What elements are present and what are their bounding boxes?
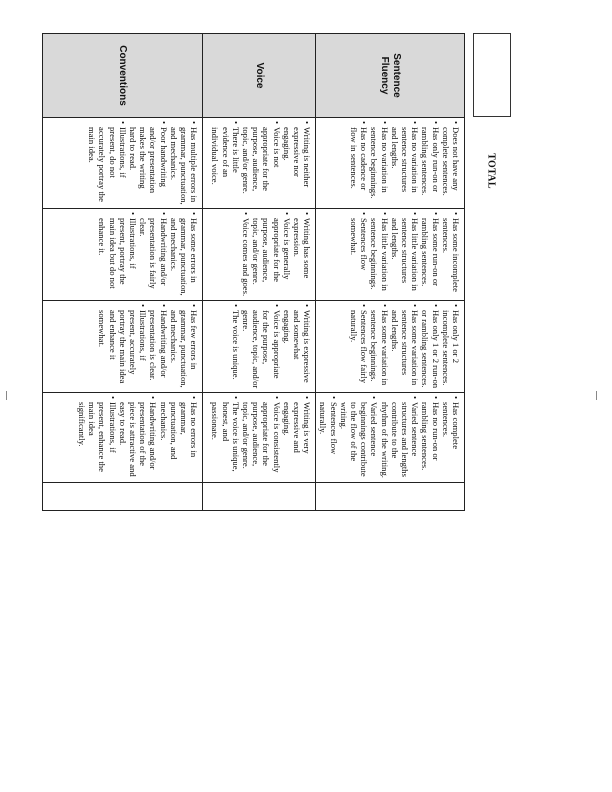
- criteria-item: • Sentences flow fairly naturally.: [349, 304, 369, 389]
- criteria-item: • Sentences flow somewhat.: [349, 212, 369, 297]
- rubric-cell: [43, 393, 203, 483]
- criteria-item: • Has no run-on or rambling sentences.: [420, 396, 440, 479]
- criteria-item: • Has some incomplete sentences.: [441, 212, 461, 297]
- criterion-label: Voice: [203, 34, 316, 118]
- criteria-list: [77, 396, 199, 479]
- criteria-item: • Illustrations, if present, accurately portray the main idea and enhance it somewhat.: [97, 304, 148, 389]
- criteria-item: • Voice is consistently appropriate for the purpose, audience, topic, and/or genre.: [241, 396, 282, 479]
- criteria-item: • Poor handwriting and/or presentation makes the writing hard to read.: [128, 121, 169, 205]
- rubric-cell: [43, 301, 203, 393]
- criteria-list: [231, 304, 313, 389]
- criteria-item: • Has complete sentences.: [441, 396, 461, 479]
- criteria-item: • Writing is neither expressive nor engaging.: [282, 121, 313, 205]
- rubric-cell: [316, 393, 465, 483]
- criteria-item: • Varied sentence beginnings contribute to the flow of the writing.: [339, 396, 380, 479]
- criteria-item: • Has no variation in sentence beginnings.: [369, 121, 389, 205]
- criteria-item: • Voice comes and goes.: [241, 212, 251, 297]
- criteria-list: [349, 121, 461, 205]
- criteria-item: • Handwriting and/or presentation of the piece is attractive and easy to read.: [118, 396, 159, 479]
- rubric-wrapper: [59, 33, 465, 510]
- criteria-item: • Handwriting and/or presentation is clear.: [148, 304, 168, 389]
- score-cell[interactable]: [203, 483, 316, 511]
- criteria-item: • The voice is unique.: [231, 304, 241, 389]
- criteria-item: • Has no variation in sentence structures and lengths.: [390, 121, 421, 205]
- rubric-cell: [203, 209, 316, 301]
- criteria-item: • Writing is very expressive and engaging.: [282, 396, 313, 479]
- criteria-item: • Sentences flow naturally.: [318, 396, 338, 479]
- rubric-cell: [316, 301, 465, 393]
- rubric-cell: [316, 209, 465, 301]
- criteria-item: • Has only 1 or 2 incomplete sentences.: [441, 304, 461, 389]
- criteria-list: [97, 212, 199, 297]
- criteria-item: • Has some variation in sentence beginnings.: [369, 304, 389, 389]
- criteria-item: • Does not have any complete sentences.: [441, 121, 461, 205]
- rubric-row: [203, 34, 316, 511]
- right-registration-mark: [596, 391, 597, 400]
- criteria-item: • Writing is expressive and somewhat engaging.: [282, 304, 313, 389]
- score-cell[interactable]: [43, 483, 203, 511]
- criteria-item: • Has some run-on or rambling sentences.: [420, 212, 440, 297]
- criteria-item: • Handwriting and/or presentation is fairly clear.: [138, 212, 169, 297]
- criteria-list: [349, 212, 461, 297]
- rubric-cell: [203, 393, 316, 483]
- criteria-item: • Has few errors in grammar, punctuation, and mechanics.: [169, 304, 200, 389]
- criteria-item: • Writing has some expression.: [292, 212, 312, 297]
- criteria-list: [97, 304, 199, 389]
- score-cell[interactable]: [316, 483, 465, 511]
- left-registration-mark: [6, 391, 7, 400]
- rubric-cell: [203, 301, 316, 393]
- rubric-row: [316, 34, 465, 511]
- criteria-item: • Illustrations, if present, do not accurately portray the main idea.: [87, 121, 128, 205]
- criteria-item: • The voice is unique, honest, and passionate.: [210, 396, 241, 479]
- criteria-item: • Has only 1 or 2 run-on or rambling sentences.: [420, 304, 440, 389]
- criteria-list: [241, 212, 312, 297]
- criteria-item: • Voice is generally appropriate for the purpose, audience, topic, and/or genre.: [251, 212, 292, 297]
- rubric-rotated: [59, 33, 465, 510]
- rubric-cell: [43, 209, 203, 301]
- criteria-list: [349, 304, 461, 389]
- total-score-box[interactable]: [473, 33, 511, 117]
- criteria-item: • Has little variation in sentence structures and lengths.: [390, 212, 421, 297]
- criteria-item: • Has some errors in grammar, punctuation, and mechanics.: [169, 212, 200, 297]
- criteria-item: • Has little variation in sentence beginnings.: [369, 212, 389, 297]
- criteria-item: • Has no cadence or flow in sentences.: [349, 121, 369, 205]
- criteria-list: [210, 121, 312, 205]
- criteria-list: [210, 396, 312, 479]
- total-section: [470, 33, 512, 193]
- criteria-item: • Voice is not appropriate for the purpose, audience, topic, and/or genre.: [241, 121, 282, 205]
- criteria-item: • Illustrations, if present, enhance the main idea significantly.: [77, 396, 118, 479]
- criteria-item: • Has multiple errors in grammar, punctuation, and mechanics.: [169, 121, 200, 205]
- criteria-list: [87, 121, 199, 205]
- rubric-cell: [43, 118, 203, 209]
- rubric-table: [42, 33, 465, 511]
- criteria-item: • Has no errors in grammar, punctuation, and mechanics.: [158, 396, 199, 479]
- criteria-item: • Has only run-on or rambling sentences.: [420, 121, 440, 205]
- criteria-item: • Illustrations, if present, portray the main idea but do not enhance it.: [97, 212, 138, 297]
- rubric-cell: [203, 118, 316, 209]
- criteria-item: • Voice is appropriate for the purpose, audience, topic, and/or genre.: [241, 304, 282, 389]
- criterion-label: Conventions: [43, 34, 203, 118]
- rubric-cell: [316, 118, 465, 209]
- total-label: TOTAL: [485, 153, 497, 189]
- criteria-list: [318, 396, 461, 479]
- criterion-label: Sentence Fluency: [316, 34, 465, 118]
- criteria-item: • There is little evidence of an individual voice.: [210, 121, 241, 205]
- criteria-item: • Has some variation in sentence structures and lengths.: [390, 304, 421, 389]
- rubric-row: [43, 34, 203, 511]
- criteria-item: • Varied sentence structures and lengths contribute to the rhythm of the writing.: [379, 396, 420, 479]
